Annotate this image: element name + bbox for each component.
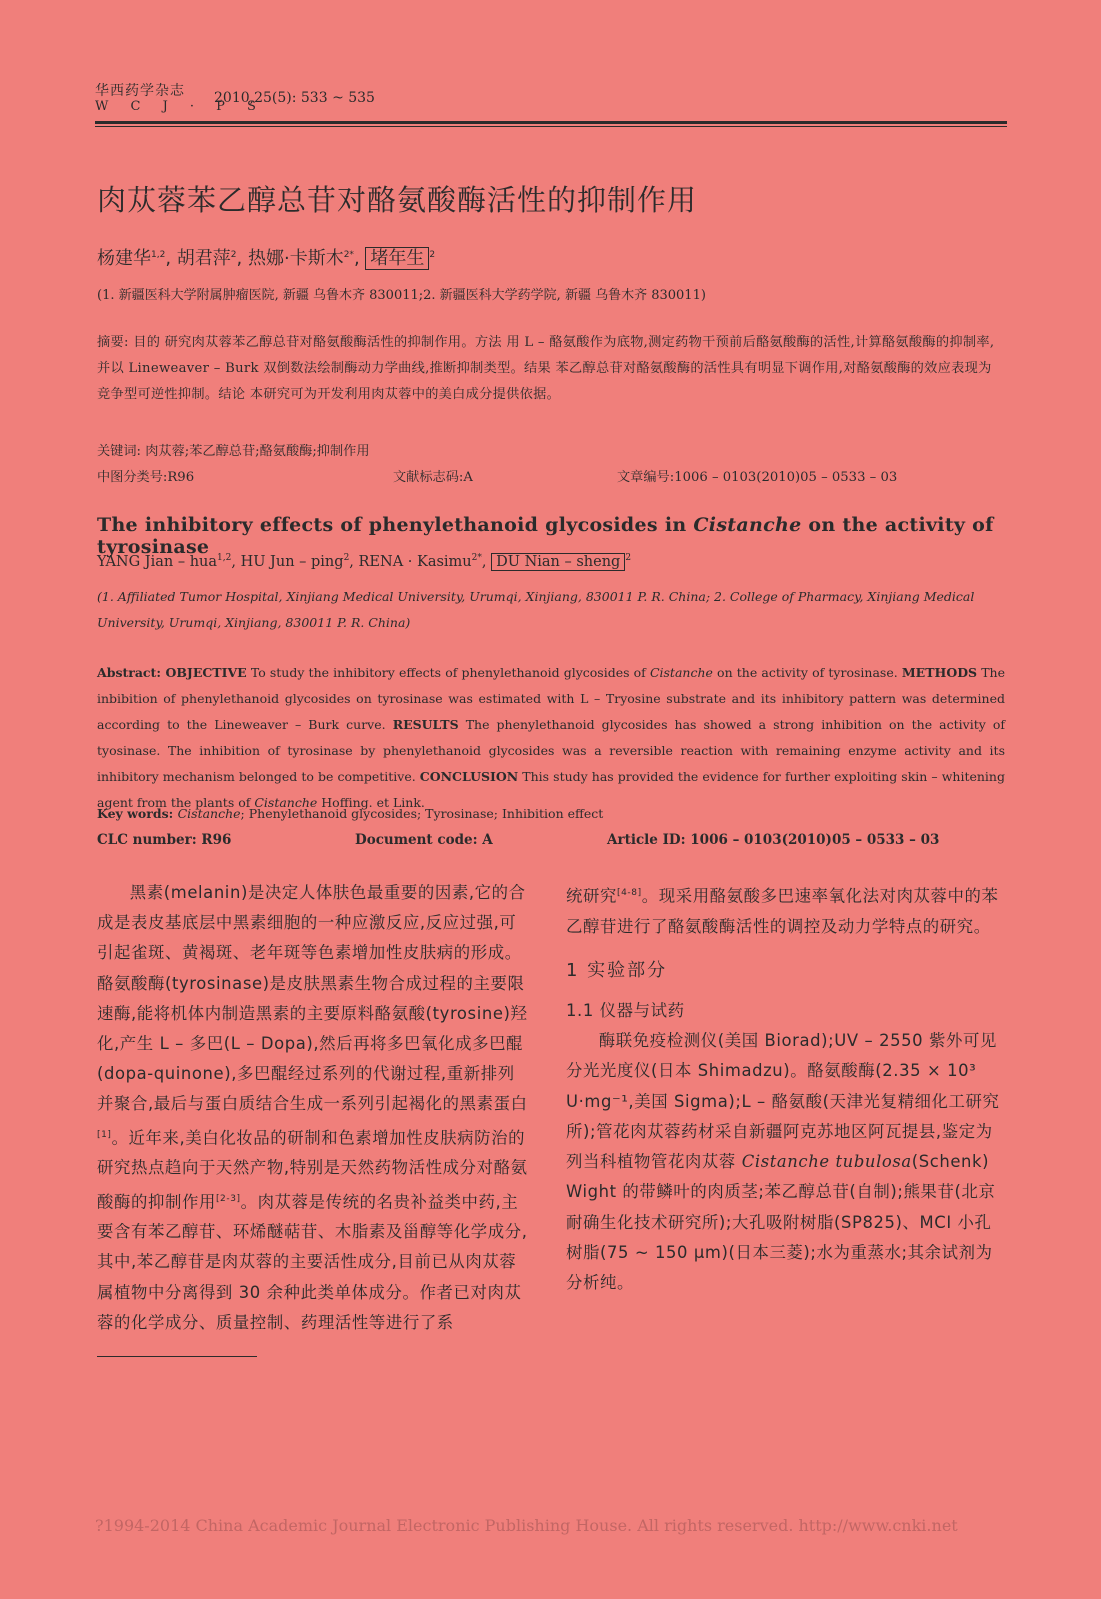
authors-cn: 杨建华$^{1,2}$, 胡君萍$^2$, 热娜·卡斯木$^{2*}$, 堵年生 $^2$: [97, 248, 436, 269]
author-name: 胡君萍: [176, 248, 231, 269]
author-name-boxed: 堵年生: [365, 247, 429, 270]
abstract-en: [97, 660, 1005, 816]
abstract-text: Hoffing. et Link.: [317, 795, 425, 810]
citation: [4-8]: [616, 888, 642, 898]
subsection-heading: 1.1 仪器与试药: [566, 1001, 685, 1021]
author-name-boxed: DU Nian – sheng: [491, 553, 625, 571]
abstract-label: Abstract:: [97, 665, 166, 680]
author-name: 杨建华: [97, 248, 151, 269]
keywords-rest: ; Phenylethanoid glycosides; Tyrosinase; Inhibition effect: [240, 806, 604, 821]
body-text: 酶联免疫检测仪(美国 Biorad);UV – 2550 紫外可见分光光度仪(日本 Shimadzu)。酪氨酸酶(2.35 × 10³ U·mg⁻¹,美国 Sigma);L – 酪氨酸(天津光复精细化工研究所);管花肉苁蓉药材采自新疆阿克苏地区阿瓦提县,鉴定为列当科植物管花肉苁蓉: [566, 1031, 1000, 1172]
section-heading: 1 实验部分: [566, 959, 668, 981]
author-affil-sup: 2: [230, 250, 237, 260]
body-column-right: [566, 878, 1006, 1298]
authors-en: YANG Jian – hua$^{1,2}$, HU Jun – ping$^2$, RENA · Kasimu$^{2*}$, DU Nian – sheng $^2$: [97, 553, 632, 570]
author-affil-sup: 1,2: [151, 250, 166, 260]
body-paragraph: [566, 878, 1006, 942]
author-affil-sup: 2*: [343, 250, 354, 260]
copyright-footer: ?1994-2014 China Academic Journal Electronic Publishing House. All rights reserved. http://www.cnki.net: [95, 1516, 958, 1535]
title-en-part: on the activity of tyrosinase: [97, 514, 994, 558]
issue-info: 2010,25(5): 533 ~ 535: [214, 90, 375, 106]
article-title-cn: 肉苁蓉苯乙醇总苷对酪氨酸酶活性的抑制作用: [97, 183, 698, 217]
citation: [1]: [97, 1129, 112, 1140]
author-affil-sup: 2*: [471, 553, 482, 563]
abstract-text: This study has provided the evidence for further exploiting skin – whitening agent from the plants of: [97, 769, 1005, 810]
abstract-italic: Cistanche: [254, 795, 318, 810]
footnote-rule: [97, 1356, 257, 1357]
abstract-text: on the activity of tyrosinase.: [712, 665, 902, 680]
body-text: (Schenk) Wight 的带鳞叶的肉质茎;苯乙醇总苷(自制);熊果苷(北京耐确生化技术研究所);大孔吸附树脂(SP825)、MCI 小孔树脂(75 ~ 150 μm)(日本三菱);水为重蒸水;其余试剂为分析纯。: [566, 1152, 996, 1292]
body-text: 统研究: [566, 886, 617, 906]
abstract-text: The inbibition of phenylethanoid glycosides on tyrosinase was estimated with L – Tryosine substrate and its inhibitory pattern was determined according to the Lineweaver – Burk curve.: [97, 665, 1006, 732]
conclusion-heading: CONCLUSION: [419, 769, 519, 784]
author-name: HU Jun – ping: [240, 553, 344, 570]
author-affil-sup: 1,2: [217, 553, 232, 563]
article-number-en: Article ID: 1006 – 0103(2010)05 – 0533 – 03: [607, 832, 940, 848]
body-text: 。近年来,美白化妆品的研制和色素增加性皮肤病防治的研究热点趋向于天然产物,特别是天然药物活性成分对酪氨酸酶的抑制作用: [97, 1128, 528, 1211]
journal-name-en: W C J · P S: [95, 99, 265, 114]
header-rule-thin: [95, 126, 1007, 127]
author-name: YANG Jian – hua: [97, 553, 218, 570]
affiliations-cn: (1. 新疆医科大学附属肿瘤医院, 新疆 乌鲁木齐 830011;2. 新疆医科大学药学院, 新疆 乌鲁木齐 830011): [97, 288, 706, 303]
abstract-text: To study the inhibitory effects of phenylethanoid glycosides of: [246, 665, 650, 680]
keyword-italic: Cistanche: [177, 806, 241, 821]
clc-number-en: CLC number: R96: [97, 832, 232, 848]
abstract-italic: Cistanche: [649, 665, 713, 680]
body-paragraph: [97, 878, 531, 1338]
results-heading: RESULTS: [392, 717, 459, 732]
abstract-text: The phenylethanoid glycosides has showed a strong inhibition on the activity of tyosinase. The inhibition of tyrosinase by phenylethanoid glycosides was a reversible reaction with remaining enzyme activity and its inhibitory mechanism belonged to be competitive.: [97, 717, 1005, 784]
body-column-left: [97, 878, 531, 1338]
header-rule-thick: [95, 121, 1007, 124]
objective-heading: OBJECTIVE: [165, 665, 247, 680]
author-affil-sup: 2: [429, 250, 436, 260]
keywords-label: Key words:: [97, 806, 178, 821]
body-text: 。现采用酪氨酸多巴速率氧化法对肉苁蓉中的苯乙醇苷进行了酪氨酸酶活性的调控及动力学特点的研究。: [566, 886, 999, 936]
abstract-cn: 摘要: 目的 研究肉苁蓉苯乙醇总苷对酪氨酸酶活性的抑制作用。方法 用 L – 酪氨酸作为底物,测定药物干预前后酪氨酸酶的活性,计算酪氨酸酶的抑制率,并以 Lineweaver – Burk 双倒数法绘制酶动力学曲线,推断抑制类型。结果 苯乙醇总苷对酪氨酸酶的活性具有明显下调作用,对酪氨酸酶的效应表现为竞争型可逆性抑制。结论 本研究可为开发利用肉苁蓉中的美白成分提供依据。: [97, 335, 995, 402]
body-text: 黑素(melanin)是决定人体肤色最重要的因素,它的合成是表皮基底层中黑素细胞的一种应激反应,反应过强,可引起雀斑、黄褐斑、老年斑等色素增加性皮肤病的形成。酪氨酸酶(tyrosinase)是皮肤黑素生物合成过程的主要限速酶,能将机体内制造黑素的主要原料酪氨酸(tyrosine)羟化,产生 L – 多巴(L – Dopa),然后再将多巴氧化成多巴醌(dopa-quinone),多巴醌经过系列的代谢过程,重新排列并聚合,最后与蛋白质结合生成一系列引起褐化的黑素蛋白: [97, 883, 528, 1114]
article-number-cn: 文章编号:1006 – 0103(2010)05 – 0533 – 03: [617, 470, 898, 485]
species-name: Cistanche tubulosa: [741, 1152, 912, 1172]
body-text: 。肉苁蓉是传统的名贵补益类中药,主要含有苯乙醇苷、环烯醚萜苷、木脂素及甾醇等化学成分,其中,苯乙醇苷是肉苁蓉的主要活性成分,目前已从肉苁蓉属植物中分离得到 30 余种此类单体成分。作者已对肉苁蓉的化学成分、质量控制、药理活性等进行了系: [97, 1191, 528, 1332]
clc-number-cn: 中图分类号:R96: [97, 470, 195, 485]
title-en-part: The inhibitory effects of phenylethanoid glycosides in: [97, 514, 694, 536]
journal-name-cn: 华西药学杂志: [95, 83, 185, 99]
affiliations-en: (1. Affiliated Tumor Hospital, Xinjiang Medical University, Urumqi, Xinjiang, 830011 P. R. China; 2. College of Pharmacy, Xinjiang Medical University, Urumqi, Xinjiang, 830011 P. R. China): [97, 589, 975, 630]
methods-heading: METHODS: [901, 665, 978, 680]
body-paragraph: [566, 1026, 1006, 1298]
citation: [2-3]: [215, 1193, 241, 1204]
author-affil-sup: 2: [343, 553, 350, 563]
article-title-en: [97, 514, 1101, 558]
document-code-en: Document code: A: [355, 832, 493, 848]
author-name: 热娜·卡斯木: [247, 248, 344, 269]
author-affil-sup: 2: [625, 553, 632, 563]
keywords-cn: 关键词: 肉苁蓉;苯乙醇总苷;酪氨酸酶;抑制作用: [97, 444, 370, 459]
title-en-italic: Cistanche: [693, 514, 802, 536]
author-name: RENA · Kasimu: [358, 553, 472, 570]
keywords-en: [97, 806, 603, 821]
document-code-cn: 文献标志码:A: [393, 470, 473, 485]
